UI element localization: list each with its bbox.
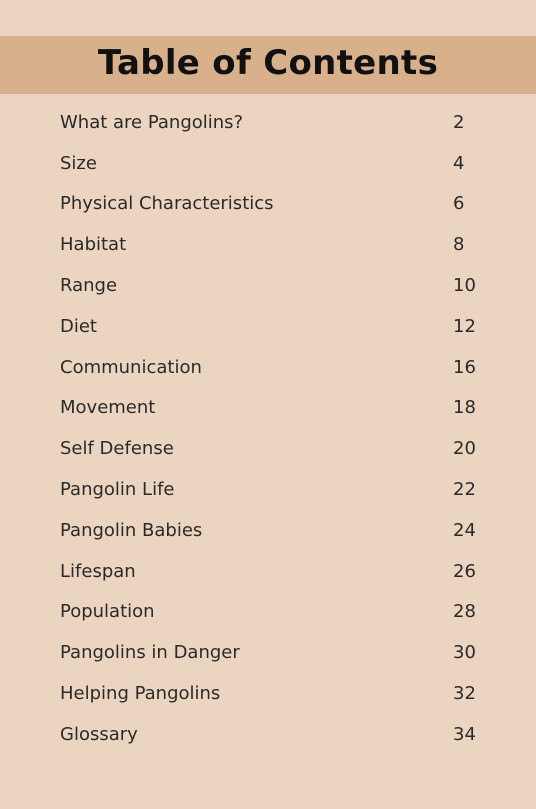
toc-entry-page: 6 <box>453 193 465 215</box>
toc-entry-label: Glossary <box>60 723 138 745</box>
toc-entry-label: Communication <box>60 356 202 378</box>
toc-entry-label: Pangolin Babies <box>60 519 203 541</box>
page-title: Table of Contents <box>97 43 439 83</box>
toc-entry-page: 2 <box>453 111 465 133</box>
toc-entry-page: 8 <box>453 234 465 256</box>
toc-entry-label: What are Pangolins? <box>60 111 244 133</box>
toc-entry-label: Pangolins in Danger <box>60 642 240 664</box>
toc-entry <box>60 102 480 143</box>
toc-entry-label: Lifespan <box>60 560 136 582</box>
toc-entry-page: 22 <box>453 479 476 501</box>
toc-entry-page: 30 <box>453 642 476 664</box>
title-band <box>0 36 536 94</box>
toc-entry-page: 32 <box>453 683 476 705</box>
toc-entry-page: 18 <box>453 397 476 419</box>
toc-entry-page: 16 <box>453 356 476 378</box>
toc-list <box>60 102 480 755</box>
toc-entry <box>60 714 480 755</box>
toc-entry-label: Self Defense <box>60 438 174 460</box>
toc-entry <box>60 673 480 714</box>
toc-entry <box>60 143 480 184</box>
toc-entry-page: 4 <box>453 152 465 174</box>
toc-entry-page: 10 <box>453 275 476 297</box>
toc-entry-label: Diet <box>60 315 97 337</box>
toc-entry <box>60 428 480 469</box>
toc-entry <box>60 347 480 388</box>
toc-entry-label: Physical Characteristics <box>60 193 274 215</box>
toc-entry-label: Population <box>60 601 155 623</box>
toc-entry <box>60 388 480 429</box>
toc-entry-page: 26 <box>453 560 476 582</box>
toc-entry-page: 28 <box>453 601 476 623</box>
toc-entry <box>60 551 480 592</box>
toc-entry-label: Size <box>60 152 97 174</box>
toc-entry <box>60 592 480 633</box>
toc-entry-label: Movement <box>60 397 156 419</box>
toc-entry-label: Habitat <box>60 234 127 256</box>
toc-entry <box>60 510 480 551</box>
toc-entry <box>60 632 480 673</box>
toc-entry-page: 12 <box>453 315 476 337</box>
toc-entry <box>60 265 480 306</box>
toc-entry-label: Pangolin Life <box>60 479 175 501</box>
toc-entry <box>60 184 480 225</box>
toc-entry-page: 34 <box>453 723 476 745</box>
toc-entry <box>60 306 480 347</box>
toc-entry-page: 24 <box>453 519 476 541</box>
toc-entry <box>60 224 480 265</box>
toc-entry <box>60 469 480 510</box>
toc-entry-label: Range <box>60 275 118 297</box>
toc-entry-label: Helping Pangolins <box>60 683 221 705</box>
toc-entry-page: 20 <box>453 438 476 460</box>
